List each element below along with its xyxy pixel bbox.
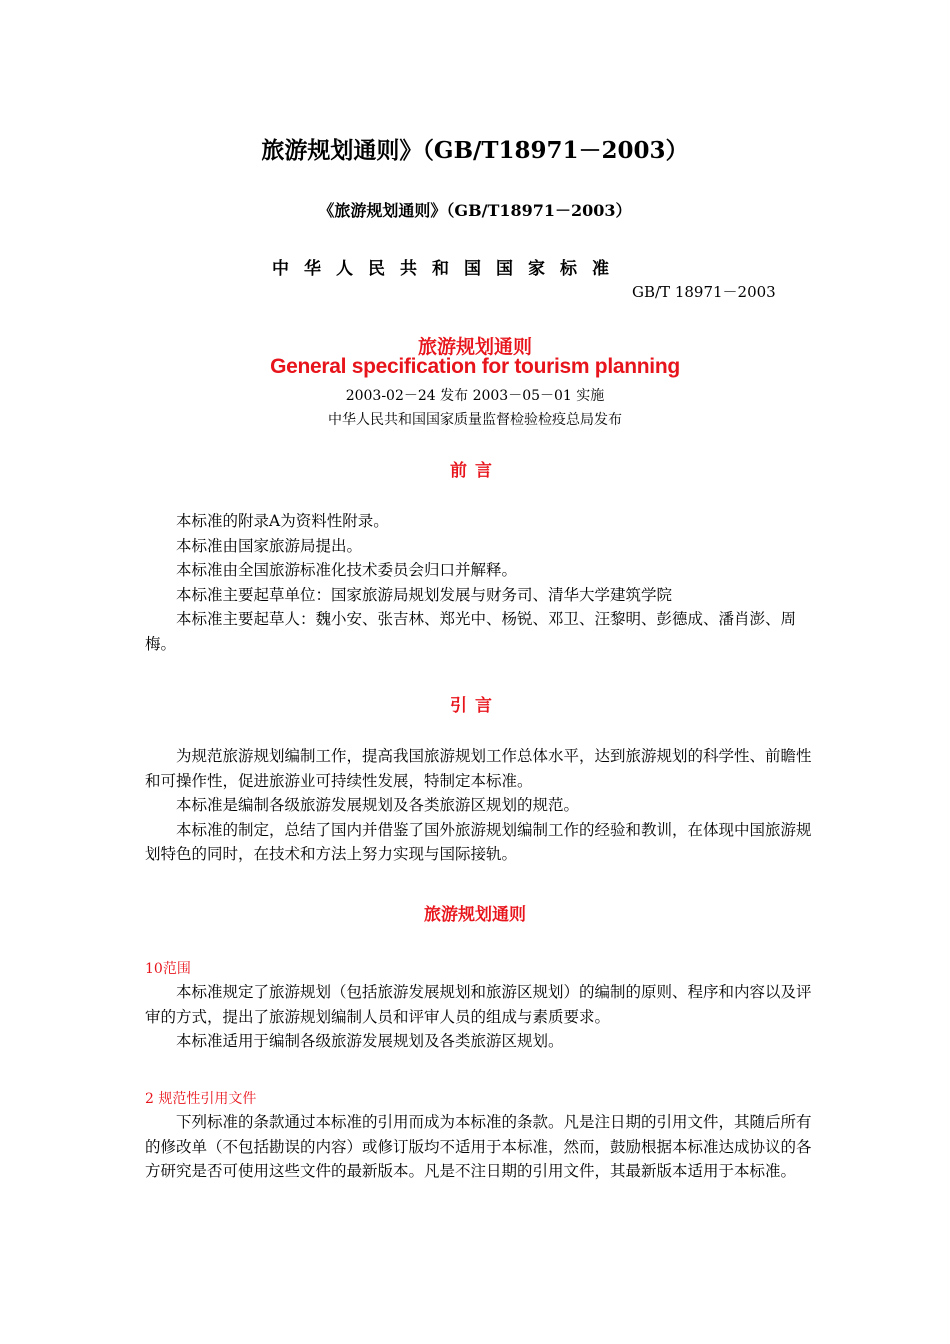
foreword-paragraph: 本标准由国家旅游局提出。: [176, 536, 363, 555]
foreword-paragraph: 本标准主要起草人：魏小安、张吉林、郑光中、杨锐、邓卫、汪黎明、彭德成、潘肖澎、周梅。: [145, 610, 797, 653]
section-1-heading: 10范围: [145, 961, 191, 977]
introduction-paragraph: 为规范旅游规划编制工作，提高我国旅游规划工作总体水平，达到旅游规划的科学性、前瞻性和可操作性，促进旅游业可持续性发展，特制定本标准。: [145, 747, 812, 790]
cover-chinese-title: 旅游规划通则: [417, 336, 532, 358]
foreword-paragraph: 本标准主要起草单位：国家旅游局规划发展与财务司、清华大学建筑学院: [176, 585, 673, 604]
section-1-paragraph: 本标准规定了旅游规划（包括旅游发展规划和旅游区规划）的编制的原则、程序和内容以及评审的方式，提出了旅游规划编制人员和评审人员的组成与素质要求。: [145, 983, 812, 1026]
publish-dates: 2003-02－24 发布 2003－05－01 实施: [345, 388, 605, 404]
section-1-paragraph: 本标准适用于编制各级旅游发展规划及各类旅游区规划。: [176, 1032, 564, 1050]
introduction-paragraph: 本标准的制定，总结了国内并借鉴了国外旅游规划编制工作的经验和教训，在体现中国旅游规划特色的同时，在技术和方法上努力实现与国际接轨。: [145, 820, 812, 863]
issuing-authority: 中华人民共和国国家质量监督检验检疫总局发布: [328, 412, 622, 428]
introduction-heading: 引言: [450, 696, 500, 716]
national-standard-label: 中华人民共和国国家标准: [272, 259, 624, 279]
document-title: 旅游规划通则》（GB/T18971－2003）: [261, 137, 689, 164]
section-2-body: [145, 1110, 815, 1184]
foreword-body: [145, 509, 815, 656]
foreword-heading: 前言: [450, 461, 500, 481]
cover-english-title: General specification for tourism planning: [270, 355, 680, 378]
introduction-body: [145, 744, 815, 867]
foreword-paragraph: 本标准由全国旅游标准化技术委员会归口并解释。: [176, 561, 518, 579]
main-section-heading: 旅游规划通则: [424, 905, 526, 925]
section-2-heading: 2 规范性引用文件: [145, 1091, 257, 1107]
section-1-body: [145, 980, 815, 1054]
document-subtitle: 《旅游规划通则》（GB/T18971－2003）: [318, 201, 632, 220]
standard-code: GB/T 18971－2003: [632, 283, 776, 301]
section-2-paragraph: 下列标准的条款通过本标准的引用而成为本标准的条款。凡是注日期的引用文件，其随后所有的修改单（不包括勘误的内容）或修订版均不适用于本标准，然而，鼓励根据本标准达成协议的各方研究是否可使用这些文件的最新版本。凡是不注日期的引用文件，其最新版本适用于本标准。: [145, 1113, 812, 1180]
introduction-paragraph: 本标准是编制各级旅游发展规划及各类旅游区规划的规范。: [176, 796, 580, 814]
foreword-paragraph: 本标准的附录A为资料性附录。: [176, 512, 389, 530]
